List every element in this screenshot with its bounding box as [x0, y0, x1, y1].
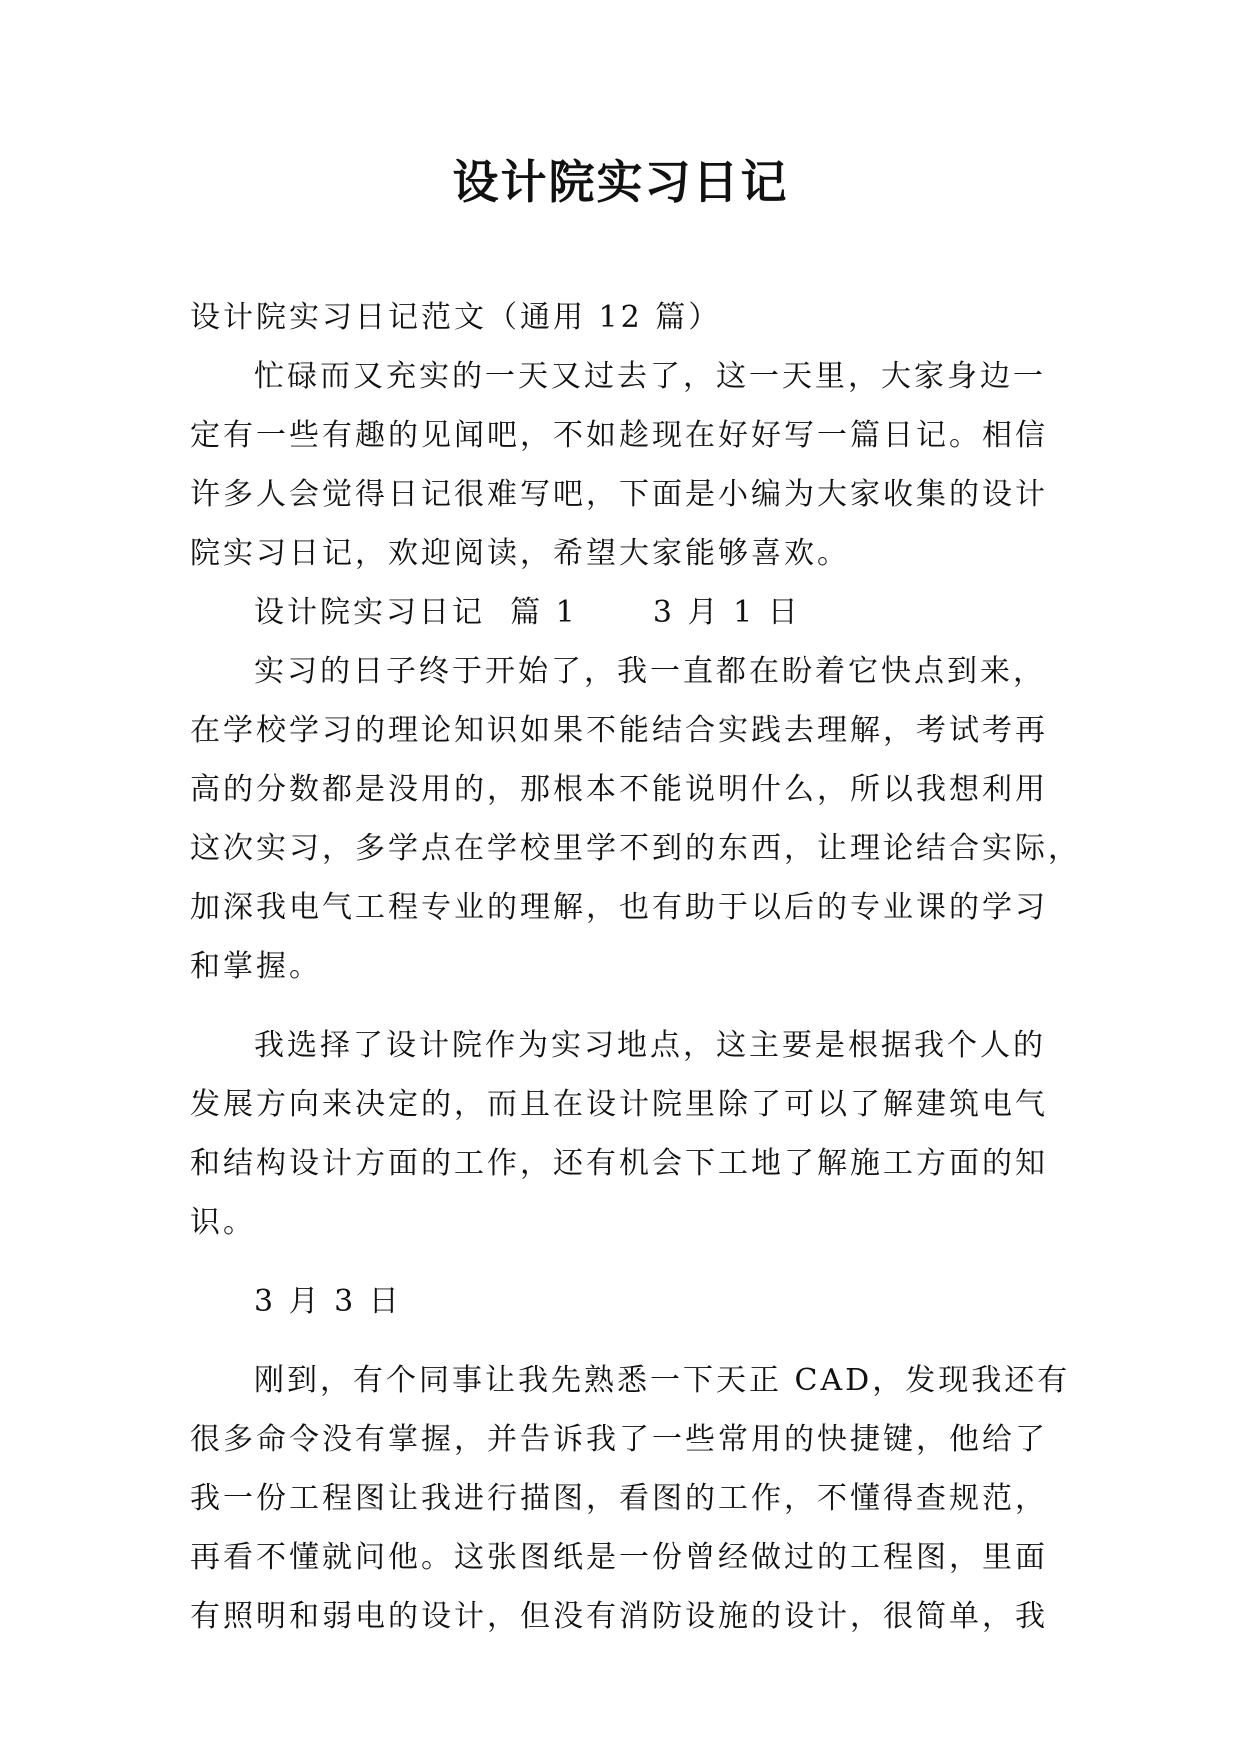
paragraph-line: 有照明和弱电的设计，但没有消防设施的设计，很简单，我	[190, 1599, 1048, 1634]
paragraph-gap	[190, 1331, 1056, 1351]
paragraph-gap	[190, 996, 1056, 1016]
intro-paragraph	[190, 347, 1056, 583]
paragraph-line: 很多命令没有掌握，并告诉我了一些常用的快捷键，他给了	[190, 1422, 1048, 1457]
paragraph-line: 实习的日子终于开始了，我一直都在盼着它快点到来，	[254, 654, 1046, 689]
paragraph-line: 高的分数都是没用的，那根本不能说明什么，所以我想利用	[190, 772, 1048, 807]
paragraph-3	[190, 1351, 1071, 1646]
document-subtitle: 设计院实习日记范文（通用 12 篇）	[190, 300, 722, 335]
paragraph-line: 再看不懂就问他。这张图纸是一份曾经做过的工程图，里面	[190, 1540, 1048, 1575]
paragraph-line: 许多人会觉得日记很难写吧，下面是小编为大家收集的设计	[190, 477, 1048, 512]
paragraph-line: 发展方向来决定的，而且在设计院里除了可以了解建筑电气	[190, 1087, 1048, 1122]
document-body	[190, 288, 1081, 1646]
paragraph-line: 和结构设计方面的工作，还有机会下工地了解施工方面的知	[190, 1146, 1048, 1181]
paragraph-gap	[190, 1252, 1056, 1272]
paragraph-line: 我一份工程图让我进行描图，看图的工作，不懂得查规范，	[190, 1481, 1048, 1516]
paragraph-line: 忙碌而又充实的一天又过去了，这一天里，大家身边一	[254, 359, 1046, 394]
paragraph-2	[190, 1016, 1056, 1252]
paragraph-line: 刚到，有个同事让我先熟悉一下天正 CAD，发现我还有	[254, 1363, 1071, 1398]
paragraph-line: 我选择了设计院作为实习地点，这主要是根据我个人的	[254, 1028, 1046, 1063]
date-heading: 3 月 3 日	[254, 1284, 402, 1319]
paragraph-line: 院实习日记，欢迎阅读，希望大家能够喜欢。	[190, 536, 850, 571]
paragraph-1	[190, 642, 1081, 996]
section-heading: 设计院实习日记 篇 1 3 月 1 日	[254, 595, 801, 630]
paragraph-line: 加深我电气工程专业的理解，也有助于以后的专业课的学习	[190, 890, 1048, 925]
paragraph-line: 识。	[190, 1205, 256, 1240]
document-title: 设计院实习日记	[452, 155, 789, 209]
paragraph-line: 在学校学习的理论知识如果不能结合实践去理解，考试考再	[190, 713, 1048, 748]
paragraph-line: 和掌握。	[190, 949, 322, 984]
paragraph-line: 这次实习，多学点在学校里学不到的东西，让理论结合实际，	[190, 831, 1081, 866]
paragraph-line: 定有一些有趣的见闻吧，不如趁现在好好写一篇日记。相信	[190, 418, 1048, 453]
